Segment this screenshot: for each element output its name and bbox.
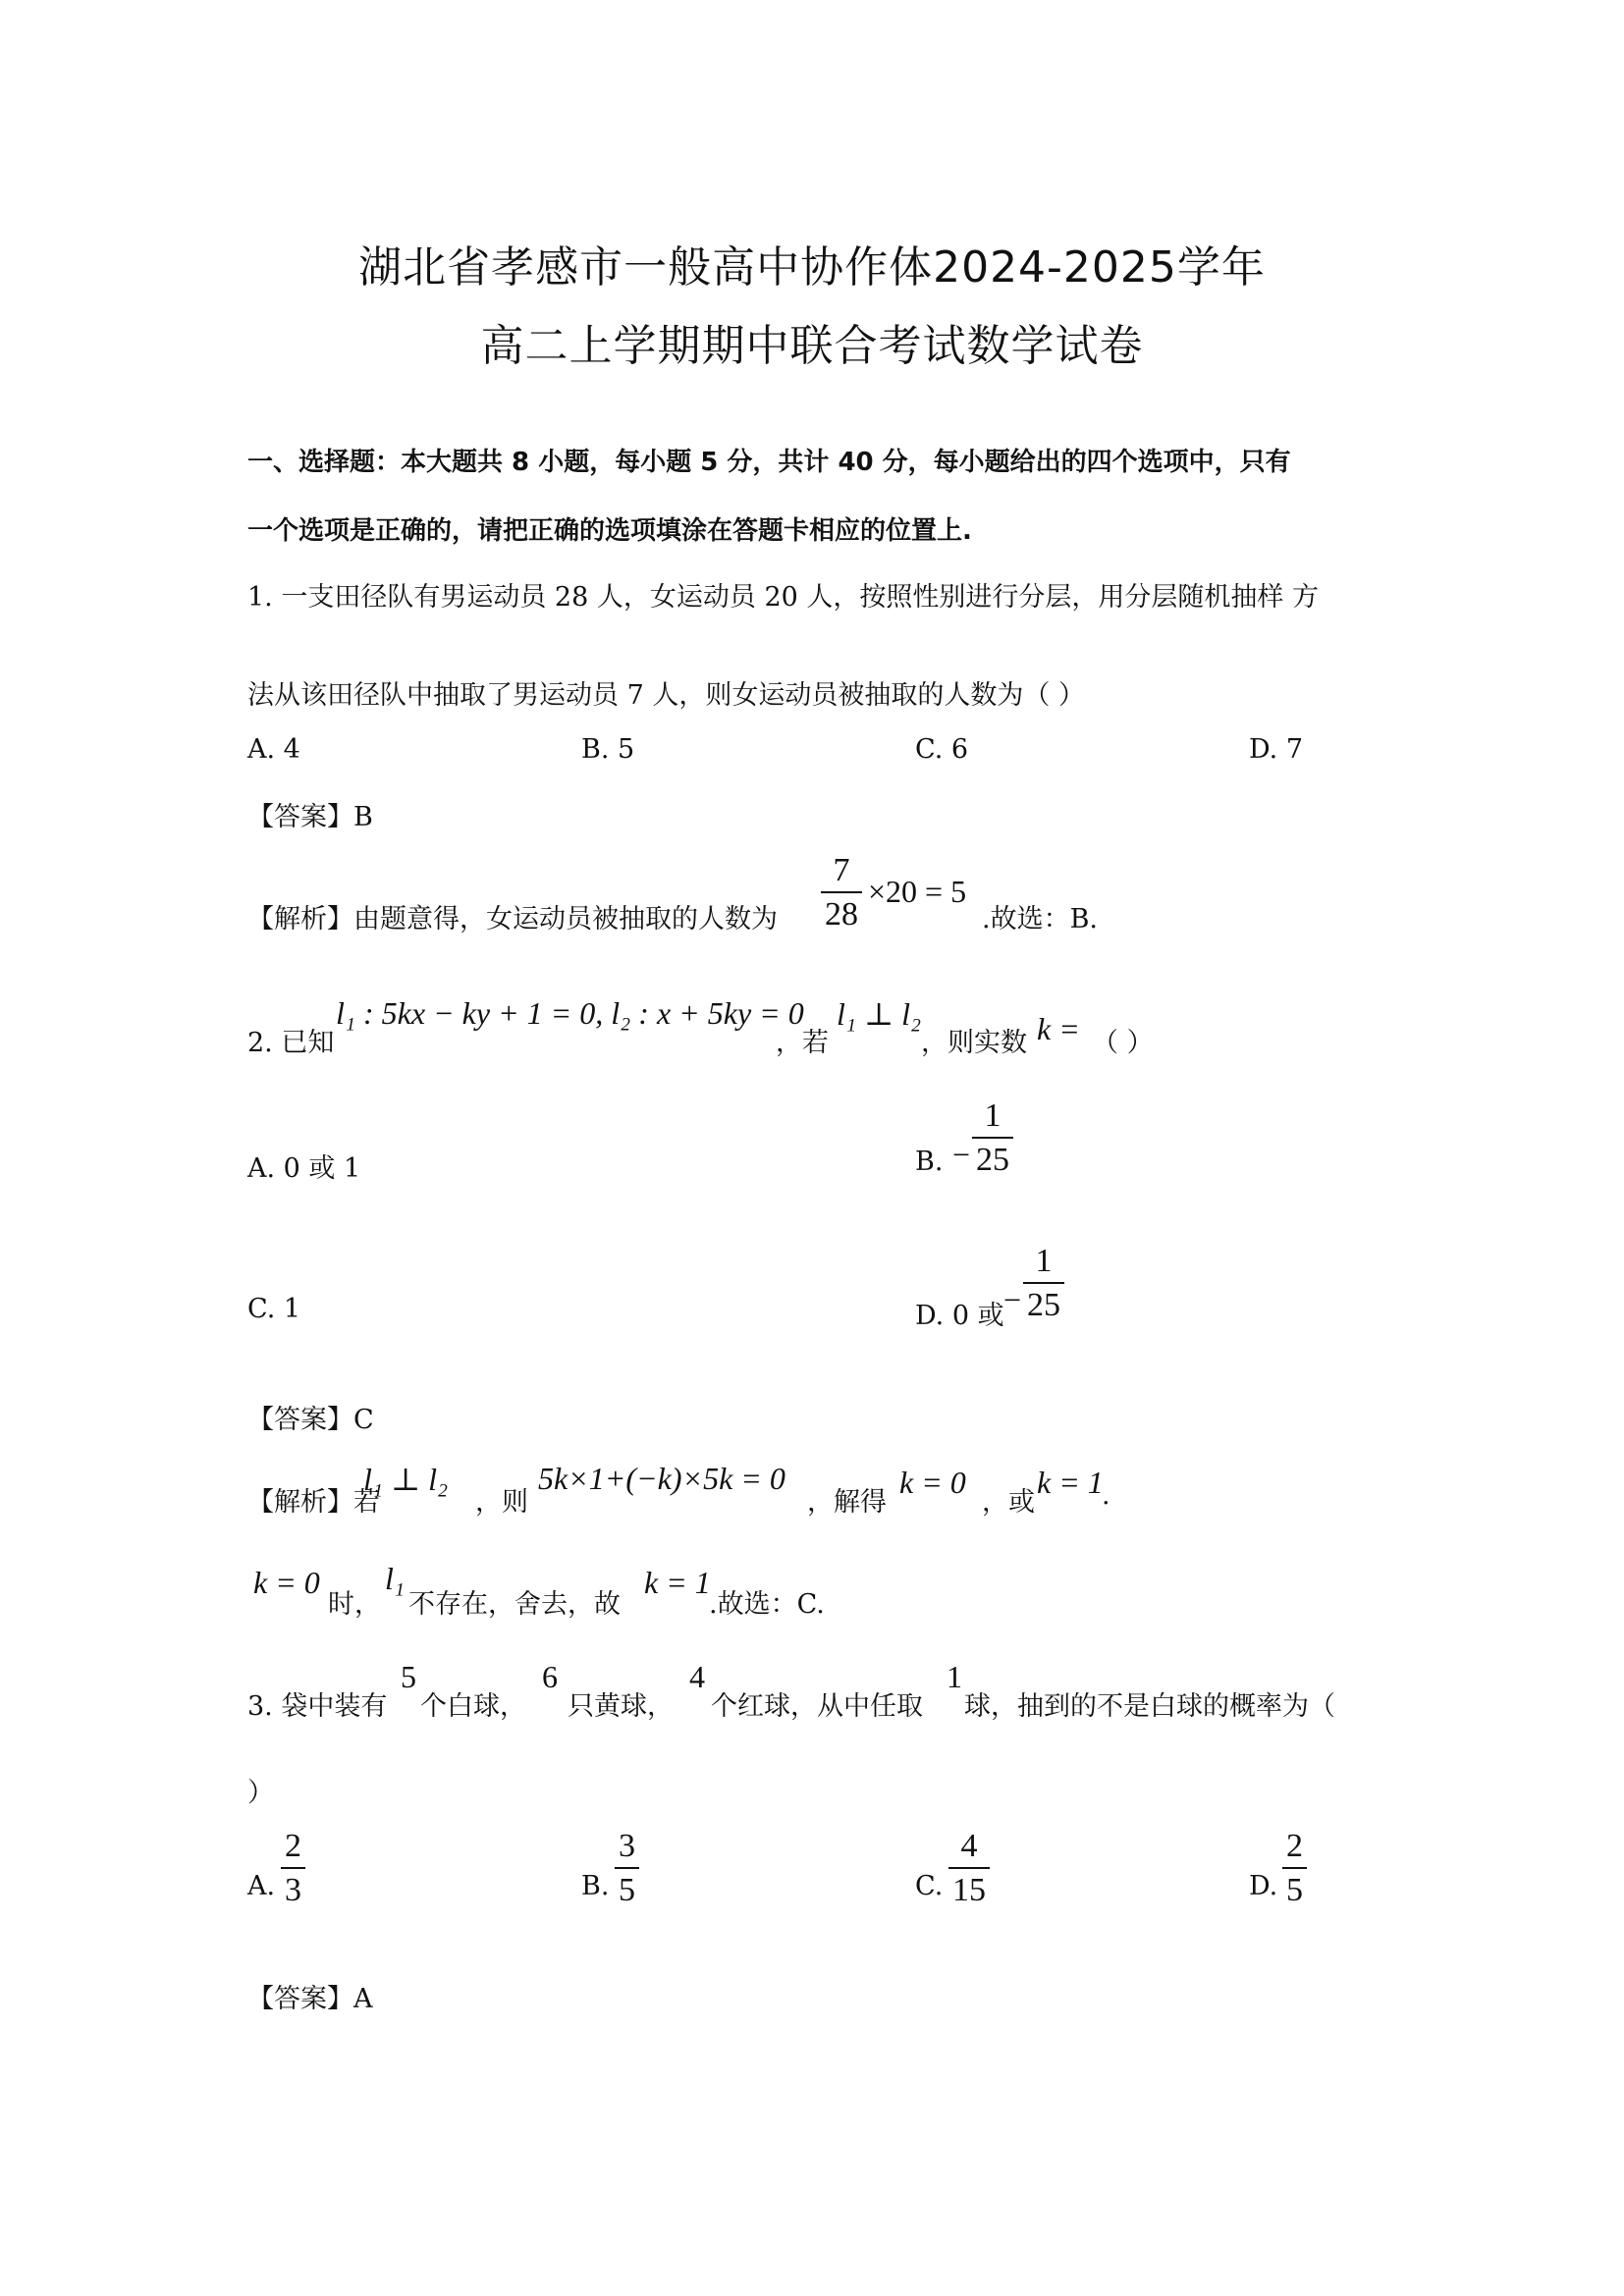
q2-analysis-condition: l₁ ⊥ l₂ <box>363 1462 449 1497</box>
q2-stem-prefix: 2. 已知 <box>247 1028 335 1058</box>
q1-option-d: D. 7 <box>1249 734 1304 765</box>
q2-analysis-or: ，或 <box>982 1487 1035 1518</box>
q1-option-a: A. 4 <box>247 734 300 765</box>
fraction-denominator: 25 <box>972 1137 1013 1178</box>
q3-option-d-label: D. <box>1249 1871 1278 1901</box>
q2-perpendicular-condition: l₁ ⊥ l₂ <box>837 996 922 1032</box>
q3-stem-p1: 3. 袋中装有 <box>247 1691 388 1722</box>
q2-option-b-sign: − <box>952 1137 971 1172</box>
q3-option-d-fraction <box>1282 1828 1307 1909</box>
q2-stem-mid: ，若 <box>776 1028 829 1058</box>
fraction-numerator: 3 <box>619 1828 635 1864</box>
q2-stem-suffix: ，则实数 <box>921 1028 1027 1058</box>
fraction-numerator: 2 <box>285 1828 301 1864</box>
q2-analysis2-l1: l₁ <box>385 1561 406 1596</box>
q2-option-a: A. 0 或 1 <box>247 1153 361 1184</box>
q3-option-a-label: A. <box>247 1871 276 1901</box>
fraction-numerator: 4 <box>960 1828 978 1864</box>
q3-option-b-fraction <box>615 1828 639 1909</box>
q2-line-equations: l₁ : 5kx − ky + 1 = 0, l₂ : x + 5ky = 0 <box>336 995 804 1031</box>
fraction-numerator: 7 <box>833 852 850 888</box>
q2-analysis2-k1: k = 1 <box>644 1565 711 1600</box>
q3-count-red: 4 <box>689 1659 705 1694</box>
q3-answer: 【答案】A <box>247 1984 373 2014</box>
q2-option-b-label: B. <box>915 1147 944 1177</box>
fraction-numerator: 1 <box>1035 1243 1053 1279</box>
q3-count-yellow: 6 <box>542 1659 558 1694</box>
fraction-numerator: 1 <box>984 1097 1001 1134</box>
q2-analysis2-t2: 不存在，舍去，故 <box>408 1589 621 1620</box>
q3-count-white: 5 <box>401 1659 416 1694</box>
q1-analysis-fraction <box>821 852 862 934</box>
q2-option-d-fraction <box>1023 1243 1064 1324</box>
q3-stem-p2: 个白球， <box>420 1691 526 1722</box>
q2-analysis2-k0: k = 0 <box>253 1565 320 1600</box>
q2-analysis-k1: k = 1 <box>1037 1465 1104 1500</box>
q1-option-b: B. 5 <box>581 734 635 765</box>
q1-stem-line1: 1. 一支田径队有男运动员 28 人，女运动员 20 人，按照性别进行分层，用分层随机抽样 方 <box>247 582 1319 613</box>
q2-answer: 【答案】C <box>247 1405 374 1435</box>
q3-option-c-label: C. <box>915 1871 944 1901</box>
q2-analysis2-t1: 时， <box>328 1589 381 1620</box>
q2-analysis-k0: k = 0 <box>899 1465 966 1500</box>
q1-answer: 【答案】B <box>247 802 373 832</box>
q2-analysis-equation: 5k×1+(−k)×5k = 0 <box>538 1461 785 1496</box>
q2-option-c: C. 1 <box>247 1294 301 1324</box>
q3-option-a-fraction <box>281 1828 305 1909</box>
q1-analysis-expression: ×20 = 5 <box>868 874 967 909</box>
q2-option-d-label: D. 0 或 <box>915 1301 1004 1331</box>
fraction-denominator: 5 <box>615 1867 639 1908</box>
q1-analysis-prefix: 【解析】由题意得，女运动员被抽取的人数为 <box>247 904 778 934</box>
q3-stem-p4: 个红球，从中任取 <box>711 1691 923 1722</box>
q2-analysis-end: . <box>1102 1480 1110 1511</box>
fraction-denominator: 5 <box>1282 1867 1307 1908</box>
q2-analysis2-end: .故选：C. <box>709 1589 825 1620</box>
fraction-numerator: 2 <box>1286 1828 1303 1864</box>
q3-count-draw: 1 <box>947 1659 962 1694</box>
q2-option-d-sign: − <box>1003 1282 1022 1317</box>
fraction-denominator: 28 <box>821 891 862 933</box>
fraction-denominator: 15 <box>948 1867 990 1908</box>
q2-k-symbol: k = <box>1037 1011 1080 1046</box>
fraction-denominator: 3 <box>281 1867 305 1908</box>
q3-stem-p3: 只黄球， <box>568 1691 674 1722</box>
q2-analysis-then: ，则 <box>475 1487 528 1518</box>
q3-option-b-label: B. <box>581 1871 610 1901</box>
q1-option-c: C. 6 <box>915 734 969 765</box>
q3-option-c-fraction <box>948 1828 990 1909</box>
section-header-line1: 一、选择题：本大题共 8 小题，每小题 5 分，共计 40 分，每小题给出的四个选项中，只有 <box>247 448 1291 477</box>
exam-title-line2: 高二上学期期中联合考试数学试卷 <box>480 321 1144 371</box>
q2-analysis-solve: ，解得 <box>807 1487 887 1518</box>
q2-analysis-prefix: 【解析】若 <box>247 1487 380 1518</box>
q1-analysis-suffix: .故选：B. <box>982 904 1099 934</box>
fraction-denominator: 25 <box>1023 1282 1064 1323</box>
q1-stem-line2: 法从该田径队中抽取了男运动员 7 人，则女运动员被抽取的人数为（ ） <box>247 680 1085 711</box>
q3-stem-p6: ） <box>247 1778 274 1808</box>
exam-title-line1: 湖北省孝感市一般高中协作体2024-2025学年 <box>358 242 1266 293</box>
section-header-line2: 一个选项是正确的，请把正确的选项填涂在答题卡相应的位置上. <box>247 516 972 546</box>
q2-paren: （ ） <box>1092 1028 1154 1058</box>
q3-stem-p5: 球，抽到的不是白球的概率为（ <box>964 1691 1335 1722</box>
q2-option-b-fraction <box>972 1097 1013 1179</box>
